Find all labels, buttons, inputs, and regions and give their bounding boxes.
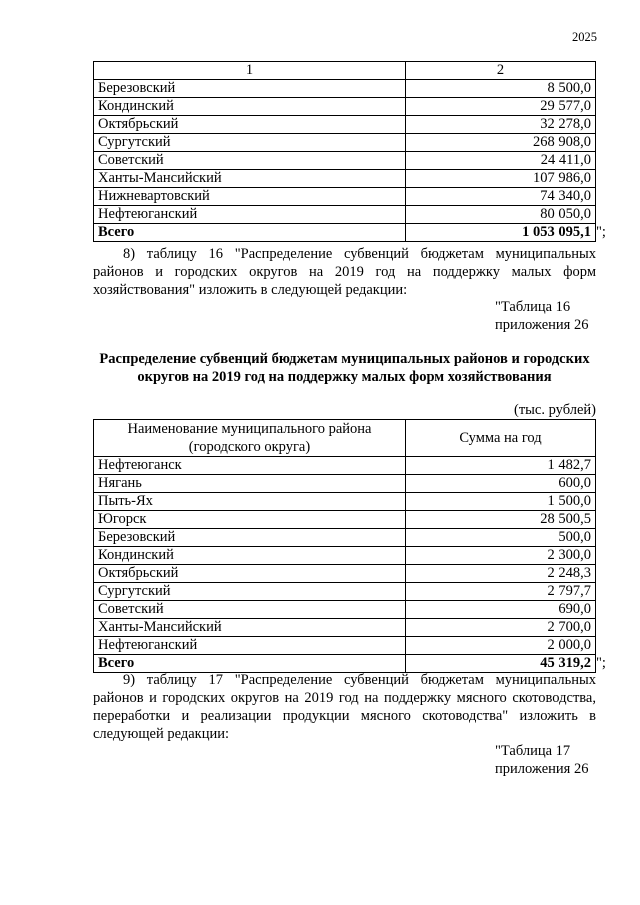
amount-cell: 28 500,5 — [406, 511, 596, 529]
region-name-cell: Березовский — [94, 80, 406, 98]
amount-cell: 80 050,0 — [406, 206, 596, 224]
table-17-note — [495, 742, 588, 778]
column-header: Наименование муниципального района (городского округа) — [94, 420, 406, 457]
region-name-cell: Югорск — [94, 511, 406, 529]
region-name-cell: Ханты-Мансийский — [94, 170, 406, 188]
total-label: Всего — [94, 224, 406, 242]
table-row — [94, 637, 596, 655]
amount-cell: 268 908,0 — [406, 134, 596, 152]
amount-cell: 2 248,3 — [406, 565, 596, 583]
amount-cell: 2 000,0 — [406, 637, 596, 655]
table-2 — [93, 419, 606, 673]
region-name-cell: Пыть-Ях — [94, 493, 406, 511]
table-16-note-line: приложения 26 — [495, 317, 589, 333]
closing-quote: "; — [596, 224, 606, 240]
table-row — [94, 475, 596, 493]
amount-cell: 8 500,0 — [406, 80, 596, 98]
column-header: 1 — [94, 62, 406, 80]
region-name-cell: Нефтеюганск — [94, 457, 406, 475]
table-17-note-line: "Таблица 17 — [495, 743, 571, 759]
table-header-row — [94, 62, 596, 80]
table-row — [94, 152, 596, 170]
table-row — [94, 170, 596, 188]
amount-cell: 32 278,0 — [406, 116, 596, 134]
amount-cell: 500,0 — [406, 529, 596, 547]
region-name-cell: Сургутский — [94, 583, 406, 601]
region-name-cell: Кондинский — [94, 547, 406, 565]
region-name-cell: Нижневартовский — [94, 188, 406, 206]
region-name-cell: Ханты-Мансийский — [94, 619, 406, 637]
table-row — [94, 188, 596, 206]
table-1 — [93, 61, 606, 242]
table-row — [94, 547, 596, 565]
amount-cell: 2 700,0 — [406, 619, 596, 637]
table-row — [94, 583, 596, 601]
region-name-cell: Нефтеюганский — [94, 637, 406, 655]
amount-cell: 600,0 — [406, 475, 596, 493]
units-label: (тыс. рублей) — [514, 402, 596, 418]
amount-cell: 24 411,0 — [406, 152, 596, 170]
region-name-cell: Советский — [94, 601, 406, 619]
table-row — [94, 116, 596, 134]
region-name-cell: Кондинский — [94, 98, 406, 116]
region-name-cell: Сургутский — [94, 134, 406, 152]
amount-cell: 74 340,0 — [406, 188, 596, 206]
total-cell — [406, 224, 606, 242]
amount-cell: 1 482,7 — [406, 457, 596, 475]
paragraph-8: 8) таблицу 16 "Распределение субвенций бюджетам муниципальных районов и городских округов на 2019 год на поддержку малых форм хозяйствования" изложить в следующей редакции: — [93, 246, 596, 298]
total-row — [94, 224, 596, 242]
amount-cell: 1 500,0 — [406, 493, 596, 511]
table-16-title: Распределение субвенций бюджетам муниципальных районов и городских округов на 2019 год на поддержку малых форм хозяйствования — [99, 351, 590, 385]
closing-quote: "; — [596, 655, 606, 671]
table-16-note-line: "Таблица 16 — [495, 299, 571, 315]
table-header-row — [94, 420, 596, 457]
column-header: 2 — [406, 62, 596, 80]
total-value: 1 053 095,1 — [522, 224, 591, 240]
table-row — [94, 206, 596, 224]
table-row — [94, 80, 596, 98]
total-label: Всего — [94, 655, 406, 673]
region-name-cell: Октябрьский — [94, 565, 406, 583]
total-value: 45 319,2 — [540, 655, 591, 671]
table-row — [94, 511, 596, 529]
region-name-cell: Нягань — [94, 475, 406, 493]
region-name-cell: Советский — [94, 152, 406, 170]
table-row — [94, 493, 596, 511]
page-number: 2025 — [572, 30, 597, 44]
total-row — [94, 655, 596, 673]
table-row — [94, 134, 596, 152]
amount-cell: 690,0 — [406, 601, 596, 619]
table-row — [94, 529, 596, 547]
amount-cell: 107 986,0 — [406, 170, 596, 188]
region-name-cell: Октябрьский — [94, 116, 406, 134]
table-row — [94, 98, 596, 116]
region-name-cell: Нефтеюганский — [94, 206, 406, 224]
column-header: Сумма на год — [406, 420, 596, 457]
table-row — [94, 457, 596, 475]
region-name-cell: Березовский — [94, 529, 406, 547]
table-16-note — [495, 298, 588, 334]
table-row — [94, 619, 596, 637]
total-cell — [406, 655, 606, 673]
amount-cell: 29 577,0 — [406, 98, 596, 116]
table-17-note-line: приложения 26 — [495, 761, 589, 777]
paragraph-9: 9) таблицу 17 "Распределение субвенций бюджетам муниципальных районов и городских округов на 2019 год на поддержку мясного скотоводства, переработки и реализации продукции мясного скотоводства" изложить в следующей редакции: — [93, 672, 596, 742]
amount-cell: 2 300,0 — [406, 547, 596, 565]
table-row — [94, 565, 596, 583]
amount-cell: 2 797,7 — [406, 583, 596, 601]
table-row — [94, 601, 596, 619]
